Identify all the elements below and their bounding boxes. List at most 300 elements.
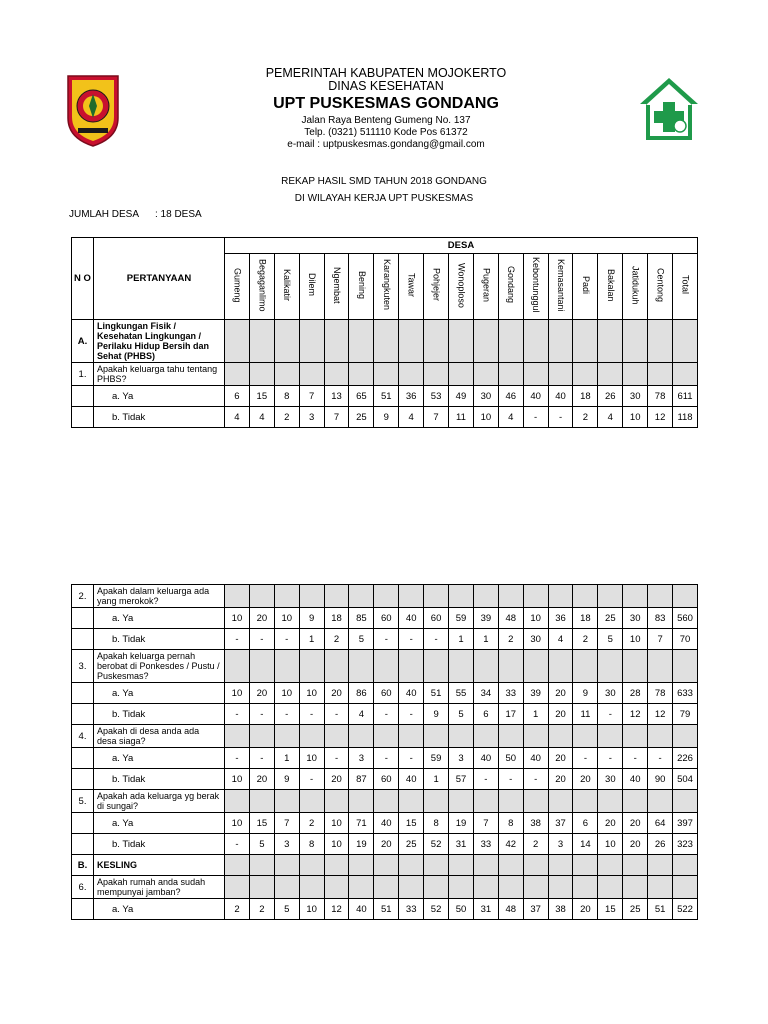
- empty-shaded-cell: [424, 790, 449, 813]
- value-cell: 20: [623, 834, 648, 855]
- empty-shaded-cell: [399, 855, 424, 876]
- value-cell: 633: [673, 683, 698, 704]
- value-cell: 560: [673, 608, 698, 629]
- village-column-header: [498, 254, 523, 320]
- value-cell: 40: [399, 683, 424, 704]
- value-cell: 55: [449, 683, 474, 704]
- no-column-header: N O: [72, 238, 94, 320]
- row-number-cell: [72, 748, 94, 769]
- empty-shaded-cell: [274, 855, 299, 876]
- value-cell: 1: [424, 769, 449, 790]
- value-cell: 3: [449, 748, 474, 769]
- value-cell: 38: [548, 899, 573, 920]
- empty-shaded-cell: [598, 320, 623, 363]
- empty-shaded-cell: [573, 855, 598, 876]
- village-name: Pugeran: [481, 267, 492, 303]
- value-cell: 2: [249, 899, 274, 920]
- village-column-header: [225, 254, 250, 320]
- empty-shaded-cell: [648, 790, 673, 813]
- value-cell: -: [424, 629, 449, 650]
- empty-shaded-cell: [349, 320, 374, 363]
- village-name: Dilem: [307, 273, 318, 297]
- empty-shaded-cell: [249, 650, 274, 683]
- empty-shaded-cell: [299, 650, 324, 683]
- value-cell: 118: [673, 407, 698, 428]
- value-cell: -: [573, 748, 598, 769]
- value-cell: 51: [424, 683, 449, 704]
- village-count: [69, 209, 202, 220]
- empty-shaded-cell: [349, 363, 374, 386]
- empty-shaded-cell: [673, 585, 698, 608]
- government-name: PEMERINTAH KABUPATEN MOJOKERTO: [265, 66, 507, 80]
- village-column-header: [349, 254, 374, 320]
- value-cell: 20: [324, 683, 349, 704]
- value-cell: -: [648, 748, 673, 769]
- value-cell: 31: [473, 899, 498, 920]
- value-cell: 59: [424, 748, 449, 769]
- value-cell: 2: [274, 407, 299, 428]
- empty-shaded-cell: [399, 650, 424, 683]
- value-cell: 10: [274, 608, 299, 629]
- answer-row: [72, 748, 698, 769]
- empty-shaded-cell: [523, 790, 548, 813]
- value-cell: 4: [225, 407, 250, 428]
- value-cell: 12: [324, 899, 349, 920]
- empty-shaded-cell: [324, 855, 349, 876]
- empty-shaded-cell: [225, 855, 250, 876]
- row-number-cell: [72, 683, 94, 704]
- empty-shaded-cell: [523, 855, 548, 876]
- value-cell: 78: [648, 683, 673, 704]
- empty-shaded-cell: [523, 585, 548, 608]
- answer-row: [72, 899, 698, 920]
- value-cell: 60: [374, 683, 399, 704]
- empty-shaded-cell: [473, 650, 498, 683]
- value-cell: 5: [598, 629, 623, 650]
- question-row: [72, 585, 698, 608]
- village-column-header: [299, 254, 324, 320]
- value-cell: 10: [598, 834, 623, 855]
- empty-shaded-cell: [648, 650, 673, 683]
- empty-shaded-cell: [399, 320, 424, 363]
- empty-shaded-cell: [374, 320, 399, 363]
- answer-label: b. Tidak: [94, 629, 225, 650]
- empty-shaded-cell: [523, 363, 548, 386]
- value-cell: 10: [299, 899, 324, 920]
- village-name: Kebontunggul: [531, 257, 542, 313]
- value-cell: 37: [548, 813, 573, 834]
- value-cell: 20: [249, 608, 274, 629]
- value-cell: 30: [623, 386, 648, 407]
- empty-shaded-cell: [573, 876, 598, 899]
- row-number: 4.: [72, 725, 94, 748]
- answer-row: [72, 386, 698, 407]
- question-text: Apakah keluarga pernah berobat di Ponkesdes / Pustu / Puskesmas?: [94, 650, 225, 683]
- value-cell: 20: [573, 769, 598, 790]
- value-cell: -: [299, 704, 324, 725]
- value-cell: 40: [623, 769, 648, 790]
- village-name: Wonoploso: [456, 262, 467, 308]
- empty-shaded-cell: [324, 585, 349, 608]
- value-cell: 20: [324, 769, 349, 790]
- value-cell: 20: [249, 769, 274, 790]
- answer-label: b. Tidak: [94, 407, 225, 428]
- value-cell: 25: [349, 407, 374, 428]
- village-column-header: [374, 254, 399, 320]
- value-cell: 9: [374, 407, 399, 428]
- value-cell: 87: [349, 769, 374, 790]
- value-cell: -: [399, 748, 424, 769]
- value-cell: -: [399, 704, 424, 725]
- row-number-cell: [72, 608, 94, 629]
- value-cell: 10: [324, 834, 349, 855]
- answer-row: [72, 608, 698, 629]
- answer-row: [72, 704, 698, 725]
- value-cell: 10: [299, 748, 324, 769]
- village-group-header: DESA: [225, 238, 698, 254]
- empty-shaded-cell: [349, 725, 374, 748]
- value-cell: 2: [523, 834, 548, 855]
- empty-shaded-cell: [399, 585, 424, 608]
- empty-shaded-cell: [473, 585, 498, 608]
- value-cell: 36: [548, 608, 573, 629]
- village-name: Padi: [580, 275, 591, 294]
- value-cell: 15: [399, 813, 424, 834]
- empty-shaded-cell: [324, 320, 349, 363]
- value-cell: 2: [573, 407, 598, 428]
- empty-shaded-cell: [548, 363, 573, 386]
- value-cell: -: [374, 748, 399, 769]
- value-cell: 17: [498, 704, 523, 725]
- value-cell: 30: [598, 769, 623, 790]
- row-number-cell: [72, 899, 94, 920]
- value-cell: 1: [274, 748, 299, 769]
- phone: Telp. (0321) 511110 Kode Pos 61372: [304, 127, 468, 138]
- answer-row: [72, 683, 698, 704]
- row-number: 3.: [72, 650, 94, 683]
- empty-shaded-cell: [299, 725, 324, 748]
- empty-shaded-cell: [548, 855, 573, 876]
- value-cell: 51: [374, 899, 399, 920]
- question-row: [72, 876, 698, 899]
- empty-shaded-cell: [299, 855, 324, 876]
- empty-shaded-cell: [648, 363, 673, 386]
- value-cell: -: [324, 704, 349, 725]
- value-cell: 40: [399, 608, 424, 629]
- value-cell: 48: [498, 608, 523, 629]
- village-column-header: [324, 254, 349, 320]
- empty-shaded-cell: [399, 363, 424, 386]
- empty-shaded-cell: [648, 876, 673, 899]
- answer-row: [72, 834, 698, 855]
- section-row: [72, 320, 698, 363]
- village-name: Pohjejer: [431, 268, 442, 302]
- value-cell: 25: [598, 608, 623, 629]
- value-cell: -: [225, 748, 250, 769]
- empty-shaded-cell: [324, 790, 349, 813]
- empty-shaded-cell: [374, 650, 399, 683]
- value-cell: 50: [498, 748, 523, 769]
- empty-shaded-cell: [573, 725, 598, 748]
- value-cell: -: [249, 748, 274, 769]
- village-name: Kalikatir: [282, 268, 293, 301]
- value-cell: 7: [299, 386, 324, 407]
- value-cell: 7: [473, 813, 498, 834]
- value-cell: -: [623, 748, 648, 769]
- value-cell: -: [523, 769, 548, 790]
- empty-shaded-cell: [673, 725, 698, 748]
- empty-shaded-cell: [623, 585, 648, 608]
- answer-label: a. Ya: [94, 813, 225, 834]
- value-cell: 20: [573, 899, 598, 920]
- village-column-header: [473, 254, 498, 320]
- value-cell: 20: [623, 813, 648, 834]
- section-row: [72, 855, 698, 876]
- value-cell: 20: [374, 834, 399, 855]
- value-cell: 10: [623, 407, 648, 428]
- value-cell: 51: [648, 899, 673, 920]
- value-cell: 18: [573, 608, 598, 629]
- value-cell: 59: [449, 608, 474, 629]
- empty-shaded-cell: [225, 585, 250, 608]
- value-cell: 504: [673, 769, 698, 790]
- empty-shaded-cell: [274, 725, 299, 748]
- value-cell: 86: [349, 683, 374, 704]
- empty-shaded-cell: [623, 650, 648, 683]
- value-cell: 1: [473, 629, 498, 650]
- value-cell: 78: [648, 386, 673, 407]
- answer-row: [72, 629, 698, 650]
- value-cell: 4: [399, 407, 424, 428]
- empty-shaded-cell: [249, 585, 274, 608]
- empty-shaded-cell: [598, 650, 623, 683]
- value-cell: 30: [523, 629, 548, 650]
- empty-shaded-cell: [548, 650, 573, 683]
- village-column-header: [598, 254, 623, 320]
- village-column-header: [249, 254, 274, 320]
- empty-shaded-cell: [573, 320, 598, 363]
- value-cell: 5: [449, 704, 474, 725]
- value-cell: 64: [648, 813, 673, 834]
- value-cell: 39: [473, 608, 498, 629]
- value-cell: 42: [498, 834, 523, 855]
- value-cell: 26: [648, 834, 673, 855]
- value-cell: 36: [399, 386, 424, 407]
- empty-shaded-cell: [548, 320, 573, 363]
- empty-shaded-cell: [399, 876, 424, 899]
- question-text: Apakah rumah anda sudah mempunyai jamban?: [94, 876, 225, 899]
- value-cell: -: [374, 704, 399, 725]
- value-cell: 10: [623, 629, 648, 650]
- value-cell: 12: [648, 704, 673, 725]
- value-cell: 60: [424, 608, 449, 629]
- value-cell: 71: [349, 813, 374, 834]
- value-cell: 2: [573, 629, 598, 650]
- village-column-header: [449, 254, 474, 320]
- row-number: 2.: [72, 585, 94, 608]
- value-cell: -: [598, 704, 623, 725]
- value-cell: 40: [399, 769, 424, 790]
- value-cell: 9: [424, 704, 449, 725]
- value-cell: 20: [598, 813, 623, 834]
- empty-shaded-cell: [449, 650, 474, 683]
- empty-shaded-cell: [498, 320, 523, 363]
- value-cell: 4: [498, 407, 523, 428]
- value-cell: 70: [673, 629, 698, 650]
- empty-shaded-cell: [523, 320, 548, 363]
- empty-shaded-cell: [498, 585, 523, 608]
- empty-shaded-cell: [299, 320, 324, 363]
- value-cell: 37: [523, 899, 548, 920]
- value-cell: 1: [449, 629, 474, 650]
- empty-shaded-cell: [498, 855, 523, 876]
- value-cell: 10: [324, 813, 349, 834]
- value-cell: 5: [349, 629, 374, 650]
- empty-shaded-cell: [623, 876, 648, 899]
- row-number-cell: [72, 769, 94, 790]
- value-cell: 19: [349, 834, 374, 855]
- value-cell: -: [473, 769, 498, 790]
- value-cell: 397: [673, 813, 698, 834]
- value-cell: 10: [225, 683, 250, 704]
- value-cell: 8: [498, 813, 523, 834]
- row-number: 1.: [72, 363, 94, 386]
- empty-shaded-cell: [498, 363, 523, 386]
- row-number-cell: [72, 407, 94, 428]
- empty-shaded-cell: [299, 790, 324, 813]
- report-subtitle: DI WILAYAH KERJA UPT PUSKESMAS: [294, 193, 474, 204]
- value-cell: 52: [424, 899, 449, 920]
- empty-shaded-cell: [498, 725, 523, 748]
- value-cell: 60: [374, 769, 399, 790]
- value-cell: 9: [573, 683, 598, 704]
- row-number: B.: [72, 855, 94, 876]
- question-text: Apakah ada keluarga yg berak di sungai?: [94, 790, 225, 813]
- empty-shaded-cell: [648, 585, 673, 608]
- value-cell: 39: [523, 683, 548, 704]
- value-cell: 226: [673, 748, 698, 769]
- village-name: Bening: [356, 270, 367, 300]
- value-cell: 33: [498, 683, 523, 704]
- village-column-header: [673, 254, 698, 320]
- empty-shaded-cell: [473, 790, 498, 813]
- empty-shaded-cell: [473, 855, 498, 876]
- empty-shaded-cell: [598, 725, 623, 748]
- value-cell: -: [249, 629, 274, 650]
- row-number: 5.: [72, 790, 94, 813]
- empty-shaded-cell: [498, 876, 523, 899]
- empty-shaded-cell: [598, 876, 623, 899]
- empty-shaded-cell: [324, 363, 349, 386]
- value-cell: 33: [399, 899, 424, 920]
- empty-shaded-cell: [473, 363, 498, 386]
- answer-row: [72, 813, 698, 834]
- village-column-header: [548, 254, 573, 320]
- empty-shaded-cell: [523, 725, 548, 748]
- village-column-header: [523, 254, 548, 320]
- survey-table-page-2: [71, 584, 698, 920]
- village-name: Ngembat: [332, 266, 342, 304]
- value-cell: 18: [573, 386, 598, 407]
- value-cell: 48: [498, 899, 523, 920]
- village-count-value: : 18 DESA: [155, 209, 202, 220]
- village-name: Begaganlimo: [257, 258, 268, 312]
- empty-shaded-cell: [548, 876, 573, 899]
- empty-shaded-cell: [374, 855, 399, 876]
- empty-shaded-cell: [374, 876, 399, 899]
- value-cell: -: [299, 769, 324, 790]
- value-cell: 40: [523, 386, 548, 407]
- empty-shaded-cell: [548, 790, 573, 813]
- question-row: [72, 650, 698, 683]
- answer-label: a. Ya: [94, 608, 225, 629]
- empty-shaded-cell: [598, 363, 623, 386]
- value-cell: 10: [473, 407, 498, 428]
- value-cell: 51: [374, 386, 399, 407]
- value-cell: 11: [573, 704, 598, 725]
- village-column-header: [573, 254, 598, 320]
- empty-shaded-cell: [349, 585, 374, 608]
- empty-shaded-cell: [274, 363, 299, 386]
- empty-shaded-cell: [673, 363, 698, 386]
- value-cell: 10: [274, 683, 299, 704]
- empty-shaded-cell: [648, 855, 673, 876]
- value-cell: 40: [548, 386, 573, 407]
- empty-shaded-cell: [623, 363, 648, 386]
- value-cell: 4: [249, 407, 274, 428]
- village-name: Total: [680, 275, 691, 295]
- value-cell: 2: [498, 629, 523, 650]
- value-cell: 40: [523, 748, 548, 769]
- department-name: DINAS KESEHATAN: [328, 79, 444, 93]
- empty-shaded-cell: [573, 363, 598, 386]
- row-number: 6.: [72, 876, 94, 899]
- value-cell: 2: [299, 813, 324, 834]
- value-cell: 611: [673, 386, 698, 407]
- village-name: Kemasantani: [556, 258, 567, 312]
- empty-shaded-cell: [424, 363, 449, 386]
- empty-shaded-cell: [399, 790, 424, 813]
- value-cell: 8: [424, 813, 449, 834]
- empty-shaded-cell: [473, 876, 498, 899]
- value-cell: 4: [598, 407, 623, 428]
- empty-shaded-cell: [424, 320, 449, 363]
- value-cell: 3: [299, 407, 324, 428]
- value-cell: 19: [449, 813, 474, 834]
- empty-shaded-cell: [598, 855, 623, 876]
- value-cell: -: [523, 407, 548, 428]
- value-cell: 20: [548, 683, 573, 704]
- value-cell: 52: [424, 834, 449, 855]
- empty-shaded-cell: [648, 725, 673, 748]
- row-number-cell: [72, 834, 94, 855]
- value-cell: 8: [299, 834, 324, 855]
- empty-shaded-cell: [523, 650, 548, 683]
- value-cell: 3: [548, 834, 573, 855]
- empty-shaded-cell: [225, 320, 250, 363]
- empty-shaded-cell: [249, 320, 274, 363]
- value-cell: -: [225, 704, 250, 725]
- value-cell: -: [548, 407, 573, 428]
- value-cell: 6: [573, 813, 598, 834]
- empty-shaded-cell: [673, 320, 698, 363]
- empty-shaded-cell: [225, 650, 250, 683]
- value-cell: 40: [473, 748, 498, 769]
- empty-shaded-cell: [573, 790, 598, 813]
- empty-shaded-cell: [598, 585, 623, 608]
- empty-shaded-cell: [673, 855, 698, 876]
- value-cell: 10: [523, 608, 548, 629]
